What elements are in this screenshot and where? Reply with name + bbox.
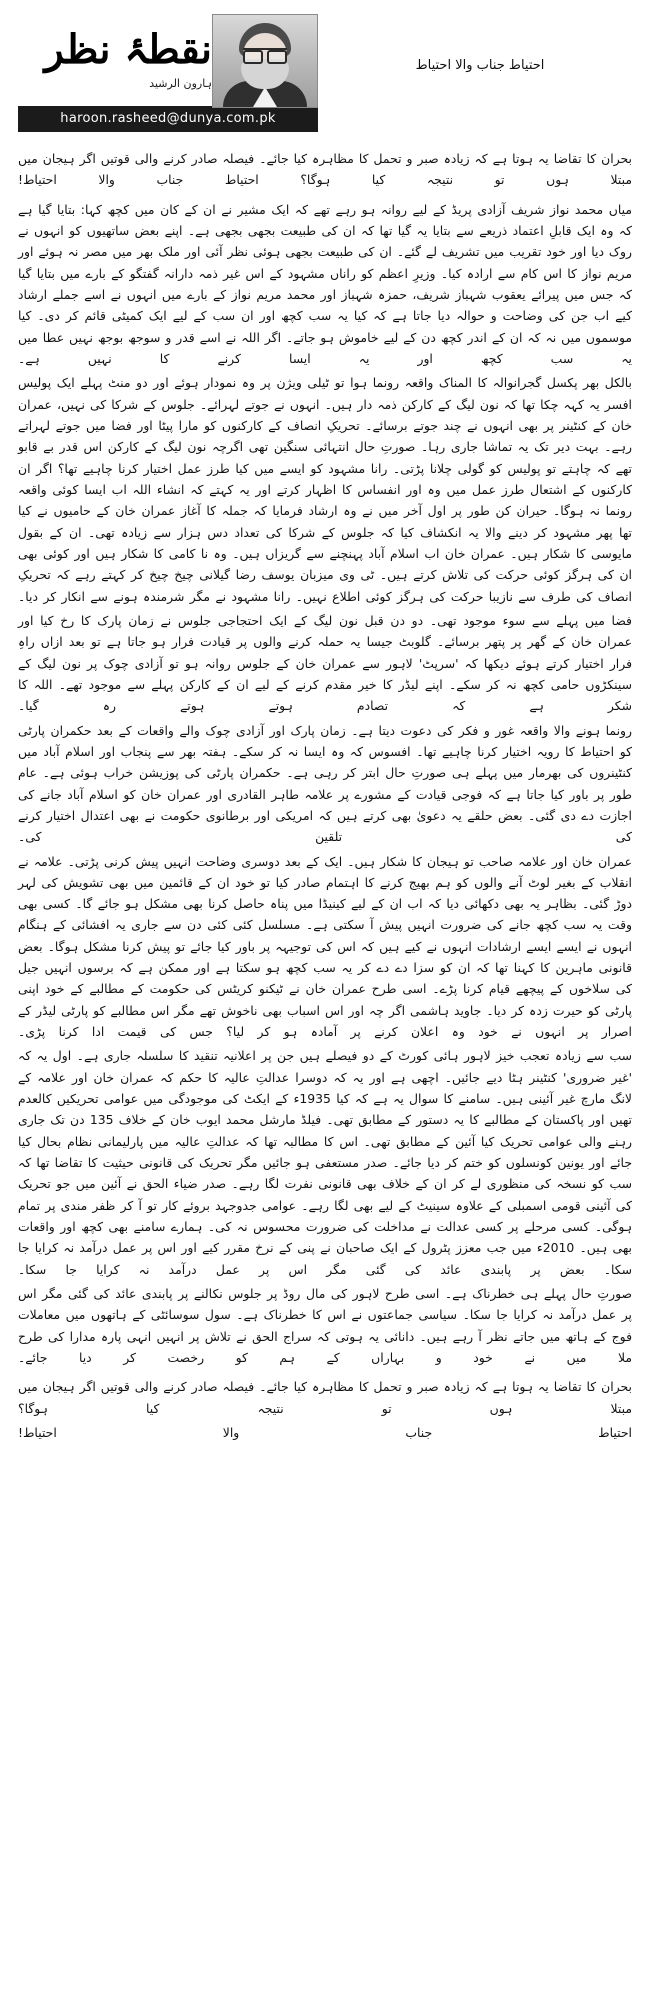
brand-block [18,14,318,132]
article-paragraph: رونما ہونے والا واقعہ غور و فکر کی دعوت دیتا ہے۔ زمان پارک اور آزادی چوک والے واقعات کے بعد حکمران پارٹی کو احتیاط کا رویہ اختیار کرنا چاہیے تھا۔ افسوس کہ وہ ایسا نہ کر سکے۔ ہفتہ بھر سے پنجاب اور اسلام آباد میں کنٹینروں کی بھرمار میں پہلے ہی صورتِ حال ابتر کر رہی ہے۔ حکمران پارٹی کی پوزیشن خراب ہوئی ہے۔ عام طور پر باور کیا جاتا ہے کہ فوجی قیادت کے مشورے پر علامہ طاہر القادری اور عمران خان کو اسلام آباد جانے کی اجازت دے دی گئی۔ بعض حلقے یہ دعویٰ بھی کرتے ہیں کہ امریکی اور برطانوی حکومت نے بھی اعتدال اختیار کرنے کی تلقین کی۔ [18,722,632,845]
article-paragraph: فضا میں پہلے سے سوء موجود تھی۔ دو دن قبل نون لیگ کے ایک احتجاجی جلوس نے زمان پارک کا رخ کیا اور عمران خان کے گھر پر پتھر برسائے۔ گلوبٹ جیسا یہ حملہ کرنے والوں پر قیادت فرار ہو جاتا ہے تو بعد ازاں راہِ فرار اختیار کرتے ہوئے دیکھا کہ 'سرپٹ' لاہور سے عمران خان کے جلوس روانہ ہو تو آزادی چوک پر نون لیگ کے سینکڑوں حامی کچھ نہ کر سکے۔ اپنے لیڈر کا خیر مقدم کرنے کے لیے ان کے کارکن پہلے سے موجود تھے۔ اللہ کا شکر ہے کہ تصادم ہوتے ہوتے رہ گیا۔ [18,612,632,714]
article-paragraph: سب سے زیادہ تعجب خیز لاہور ہائی کورٹ کے دو فیصلے ہیں جن پر اعلانیہ تنقید کا سلسلہ جاری ہے۔ اول یہ کہ 'غیر ضروری' کنٹینر ہٹا دیے جائیں۔ اچھی ہے اور یہ کہ دوسرا عدالتِ عالیہ کا حکم کہ عمران خان اور علامہ کے لانگ مارچ غیر آئینی ہیں۔ سامنے کا سوال یہ ہے کہ کیا 1935ء کے ایکٹ کی موجودگی میں عوامی تحریکیں کالعدم تھیں اور پاکستان کے مطالبے کا یہ دستور کے مطابق تھی۔ فیلڈ مارشل محمد ایوب خان کے خلاف 135 دن تک جاری رہنے والی عوامی تحریک کیا آئین کے مطابق تھی۔ اس کا مطالبہ تھا کہ عدالتِ عالیہ میں پارلیمانی نظام بحال کیا جائے اور یونین کونسلوں کو ختم کر دیا جائے۔ صدر مستعفی ہو جائیں مگر تحریک کی قانونی حیثیت کا تقاضا تھا کہ سب کو نسخہ کی منظوری لے کر ان کے خلاف بھی قانونی نفرت لگا رہے۔ صدر ضیاء الحق نے آئین میں جو تحریک کی آئینی قومی اسمبلی کے علاوہ سینیٹ کے لیے بھی لگا رہے۔ عوامی جدوجہد بروئے کار تو آ کر ظفر مندی پر تمام ہوگی۔ کسی مرحلے پر کسی عدالت نے مداخلت کی ضرورت محسوس نہ کی۔ ہمارے سامنے بھی کچھ اور واقعات بھی ہیں۔ 2010ء میں جب معزز پٹرول کے ایک صاحبان نے پنی کے نرخ مقرر کیے اور اس پر عمل درآمد نہ کرایا جا سکا۔ بعض پر پابندی عائد کی گئی مگر اس پر عمل درآمد نہ کرایا جا سکا۔ [18,1048,632,1277]
article-paragraph: صورتِ حال پہلے ہی خطرناک ہے۔ اسی طرح لاہور کی مال روڈ پر جلوس نکالنے پر پابندی عائد کی گئی مگر اس پر عمل درآمد نہ کرایا جا سکا۔ سیاسی جماعتوں نے اس کا خطرناک ہے۔ سول سوسائٹی کے ہاتھوں میں معاملات فوج کے ہاتھ میں جاتے نظر آ رہے ہیں۔ دانائی یہ ہوتی کہ سراج الحق نے تلاش پر انہیں انہی پارہ مدارا کی طرح ملا میں نے خود و بہاراں کے ہم کو رخصت کر دیا جائے۔ [18,1286,632,1366]
article-headline: احتیاط جناب والا احتیاط [415,58,545,73]
glasses-icon [243,48,287,60]
columnist-email[interactable]: haroon.rasheed@dunya.com.pk [18,106,318,132]
brand-row [18,14,318,106]
brand-title-wrap [18,14,212,106]
column-title: نقطۂ نظر [44,26,212,73]
columnist-portrait [212,14,318,108]
columnist-name: ہارون الرشید [149,77,212,90]
article-closing: بحران کا تقاضا یہ ہوتا ہے کہ زیادہ صبر و تحمل کا مظاہرہ کیا جائے۔ فیصلہ صادر کرنے والی قوتیں اگر ہیجان میں مبتلا ہوں تو نتیجہ کیا ہوگا؟ [18,1379,632,1416]
article-paragraph: عمران خان اور علامہ صاحب تو ہیجان کا شکار ہیں۔ ایک کے بعد دوسری وضاحت انہیں پیش کرنی پڑتی۔ علامہ نے انقلاب کے بغیر لوٹ آنے والوں کو ہم بھیج کرنے کا اہتمام صادر کیا تو خود ان کے قائمین میں بھی تشویش کی لہر دوڑ گئی۔ بظاہر یہ بھی دکھائی دیا کہ اب ان کے لیے کینیڈا میں پناہ حاصل کرنا بھی مشکل ہو جائے گا۔ کسی بھی وقت یہ سب کچھ جانے کی ضرورت انہیں پیش آ سکتی ہے۔ مسلسل کئی کئی دن سے جاری یہ افشائی کے ہنگام انہوں نے ایسے ایسے ارشادات انہوں نے کیے ہیں کہ اس کی توجیہہ پر باور کیا جائے تو پیش کرنا مشکل ہوگا۔ بعض قانونی ماہرین کا کہنا تھا کہ ان کو سزا دے دے کر یہ سب کچھ ہو سکتا ہے اور ممکن ہے کہ برسوں انہیں جیل کی سلاخوں کے پیچھے قیام کرنا پڑے۔ اسی طرح عمران خان نے ٹیکنو کریٹس کی حکومت کے مطالبے کے خود اپنی پارٹی کو حیرت زدہ کر دیا۔ جاوید ہاشمی اگر چہ اور اس اسباب بھی ناخوش تھے مگر اس مطالبے کو پارٹی لیڈر کے اصرار پر انہوں نے خود وہ اعلان کرنے پر آمادہ ہو کر لیا؟ جس کی قیمت ادا کرنا پڑی۔ [18,853,632,1040]
article-lead: بحران کا تقاضا یہ ہوتا ہے کہ زیادہ صبر و تحمل کا مظاہرہ کیا جائے۔ فیصلہ صادر کرنے والی قوتیں اگر ہیجان میں مبتلا ہوں تو نتیجہ کیا ہوگا؟ احتیاط جناب والا احتیاط! [18,151,632,188]
article-paragraph: میاں محمد نواز شریف آزادی پریڈ کے لیے روانہ ہو رہے تھے کہ ایک مشیر نے ان کے کان میں کچھ کہا: بتایا گیا ہے کہ وہ ایک قابلِ اعتماد ذریعے سے بتایا یہ گیا تھا کہ ان کی طبیعت بجھی بجھی ہے۔ اپنے بعض ساتھیوں کو انہوں نے روک دیا اور خود تقریب میں تشریف لے گئے۔ ان کی طبیعت بجھی ہوئی نظر آئی اور ملک بھر میں مصر نہ ہوئے اور مریم نواز کا اس کام سے ارادہ کیا۔ وزیرِ اعظم کو راناں مشہود کے اس غیر ذمہ دارانہ گفتگو کے بارے میں بتایا گیا کہ جس میں پیرائے یعقوب شہباز شریف، حمزہ شہباز اور محمد مریم نواز کے بارے میں انہوں نے اسے جملے ارشاد کیے اب جن کی وضاحت و حوالہ دیا جاتا ہے کہ کیا یہ سب کچھ اور ان سب کے لیے ایک کمیٹی قائم کر دی۔ کیا موسموں میں نہ کہ ان کے اندر کچھ دن کے لیے خاموش ہو جاتے۔ اگر اللہ نے اسے قدر و سوجھ بوجھ نہیں عطا میں یہ سب کچھ اور یہ ایسا کرنے کا نہیں ہے۔ [18,201,632,366]
masthead [18,14,632,132]
article-paragraph: بالکل بھر پکسل گجرانوالہ کا المناک واقعہ رونما ہوا تو ٹیلی ویژن پر وہ نمودار ہوئے اور دو منٹ پہلے ایک پولیس افسر یہ کہہ چکا تھا کہ نون لیگ کے کارکن ذمہ دار ہیں۔ انہوں نے جوتے لہرائے۔ جلوس کے شرکا کی نہیں، عمران خان کے کنٹینر پر بھی انہوں نے چند جوتے برسائے۔ تحریکِ انصاف کے کارکنوں کو مارا پیٹا اور فضا میں جوتے لہراتے رہے۔ بہت دیر تک یہ تماشا جاری رہا۔ صورتِ حال انتہائی سنگین تھی اگرچہ نون لیگ کے کارکن اس قدر بے قابو تھے کہ چاہتے تو پولیس کو گولی چلانا پڑتی۔ رانا مشہود کو ایسے میں کیا طرز عمل اختیار کرنا چاہیے تھا؟ اگر ان کارکنوں کے اشتعال طرز عمل میں وہ اور انفساس کا اظہار کرتے اور یہ کہتے کہ انشاء اللہ اب ایسا کوئی واقعہ رونما نہ ہوگا۔ حیران کن طور پر اول آخر میں نے وہ ارشاد فرمایا کہ جملہ کا آغاز عمران خان کے حامیوں نے کیا تھا پھر مشہود کر دینے والا یہ انکشاف کیا کہ جلوس کے شرکا کی تعداد دس ہزار سے زیادہ تھی۔ ان کے بقول مایوسی کا شکار ہیں۔ عمران خان اب اسلام آباد پہنچنے سے گریزاں ہیں۔ وہ نا کامی کا شکار ہیں اور کوئی بھی ان کی ہرگز کوئی حرکت کی تلاش کرتے ہیں۔ ٹی وی میزبان یوسف رضا گیلانی چیخ چیخ کر کہتے رہے کہ تحریکِ انصاف کی طرف سے نازیبا حرکت کی ہرگز کوئی اطلاع نہیں۔ رانا مشہود نے مگر شرمندہ ہونے سے انکار کر دیا۔ [18,375,632,604]
article-body [18,148,632,1440]
article-signature: احتیاط جناب والا احتیاط! [18,1425,632,1441]
headline-wrap [328,14,632,73]
